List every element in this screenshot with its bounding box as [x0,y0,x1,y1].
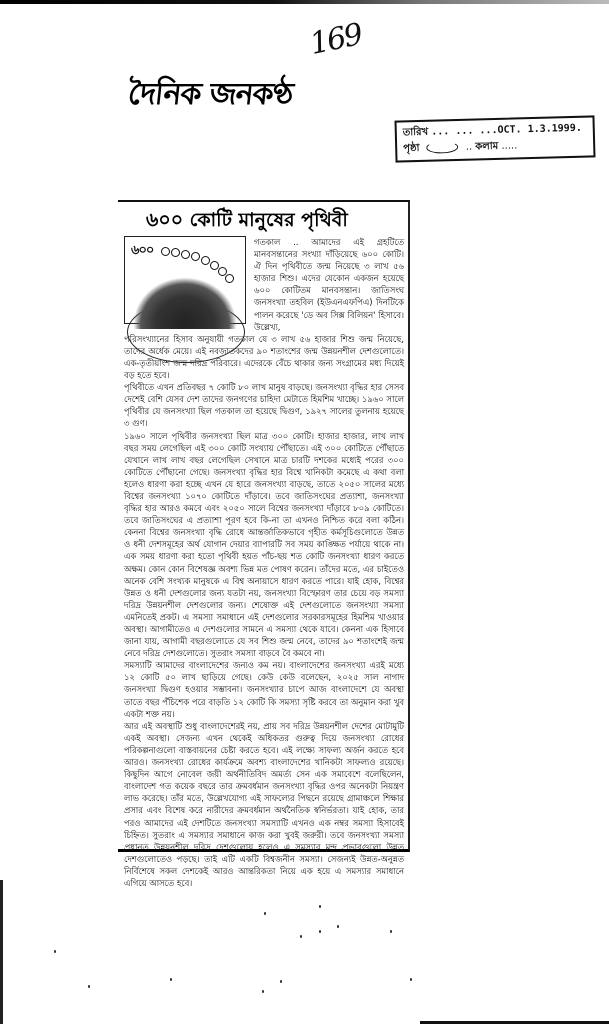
newspaper-masthead: দৈনিক জনকণ্ঠ [126,77,295,112]
article-paragraph: আর এই অবস্থাটি শুধু বাংলাদেশেরই নয়, প্রায় সব দরিদ্র উন্নয়নশীল দেশের মোটামুটি একই অবস্থা। সেজন্য এখন থেকেই অধিকতর গুরুত্ব দিয়ে জনসংখ্যা রোধের পরিকল্পনাগুলো বাস্তবায়নের চেষ্টা করতে হবে। এই লক্ষ্যে সাফল্য অর্জন করতে হবে আরও। জনসংখ্যা রোধের কার্যক্রমে অবশ্য বাংলাদেশের খানিকটা সাফল্যও রয়েছে। কিছুদিন আগে নোবেল জয়ী অর্থনীতিবিদ অমর্ত্য সেন এক সমাবেশে বলেছিলেন, বাংলাদেশ গত কয়েক বছরে তার ক্রমবর্ধমান জনসংখ্যা বৃদ্ধির ওপর অনেকটা নিয়ন্ত্রণ লাভ করেছে। তাঁর মতে, উল্লেখযোগ্য এই সাফল্যের পিছনে রয়েছে গ্রামাঞ্চলে শিক্ষার প্রসার এবং বিশেষ করে নারীদের ক্রমবর্ধমান অর্থনৈতিক স্বনির্ভরতা। যাই হোক, তার পরও আমাদের এই দেশটিতে জনসংখ্যা সমস্যাটি এখনও এক নম্বর সমস্যা হিসাবেই চিহ্নিত। সুতরাং এ সমস্যার সমাধানে কাজ করা খুবই জরুরী। তবে জনসংখ্যা সমস্যা প্রধানত উন্নয়নশীল দরিদ্র দেশগুলোয় হলেও এ সমস্যার মন্দ প্রভাবগুলো উন্নত দেশগুলোতেও পড়ছে। তাই এটি একটি বিশ্বজনীন সমস্যা। সেজন্যই উন্নত-অনুন্নত নির্বিশেষে সকল দেশকেই আরও আন্তরিকতা নিয়ে এক হয়ে এ সমস্যার সমাধানে এগিয়ে আসতে হবে। [124,720,404,888]
stamp-date-value: ... ... ...OCT. 1.3.1999. [431,122,582,138]
scan-speck [410,978,412,981]
illustration-label: ৬০০ [131,243,154,258]
scan-speck [170,978,172,981]
stamp-filler: .. [465,141,473,153]
bubble-icon [191,252,200,261]
bubble-icon [171,248,180,257]
scan-speck [337,925,339,928]
article-paragraph: সমস্যাটি আমাদের বাংলাদেশের জন্যও কম নয়। বাংলাদেশের জনসংখ্যা এরই মধ্যে ১২ কোটি ৫০ লাখ ছাড়িয়ে গেছে। কেউ কেউ বলেছেন, ২০২৫ সাল নাগাদ জনসংখ্যা দ্বিগুণ হওয়ার সম্ভাবনা। জনসংখ্যার চাপে আজ বাংলাদেশে যে অবস্থা তাতে বছর পঁচিশেক পরে বাড়তি ১২ কোটি কি সমস্যা সৃষ্টি করবে তা অনুমান করা খুব একটা শক্ত নয়। [124,660,404,719]
scan-speck [319,905,321,908]
article-body [124,333,404,889]
scan-speck [300,935,302,938]
article-intro: গতকাল .. আমাদের এই গ্রহটিতে মানবসন্তানের সংখ্যা দাঁড়িয়েছে ৬০০ কোটি। ঐ দিন পৃথিবীতে জন্ম নিয়েছে ৩ লাখ ৫৬ হাজার শিশু। এদের যেকোন একজন হয়েছে ৬০০ কোটিতম মানবসন্তান। জাতিসংঘ জনসংখ্যা তহবিল (ইউএনএফপিএ) দিনটিকে পালন করেছে 'ডে অব সিক্স বিলিয়ন' হিসাবে। উল্লেখ্য, [254,237,404,332]
stamp-date-label: তারিখ [402,126,429,139]
scan-speck [390,930,392,933]
scan-speck [264,912,266,915]
scan-speck [280,980,282,983]
handwritten-page-number: 169 [306,17,365,62]
scan-speck [88,985,90,988]
archive-stamp [394,115,595,162]
handwritten-page-mark-icon [426,141,458,154]
article-headline: ৬০০ কোটি মানুষের পৃথিবী [146,209,348,231]
stamp-page-row [403,137,587,158]
bubble-icon [225,274,234,283]
scan-speck [54,950,56,953]
article-paragraph: পরিসংখ্যানের হিসাব অনুযায়ী গতকাল যে ৩ লাখ ৫৬ হাজার শিশু জন্ম নিয়েছে, তাদের অর্ধেক মেয়ে। এই নবজাতকদের ৯০ শতাংশের জন্ম উন্নয়নশীল দেশগুলোতে। এক-তৃতীয়াংশ জন্ম দরিদ্র পরিবারে। এদেরকে বেঁচে থাকার জন্য সংগ্রামের মধ্য দিয়েই বড় হতে হবে। [124,333,404,381]
article-paragraph: ১৯৬০ সালে পৃথিবীর জনসংখ্যা ছিল মাত্র ৩০০ কোটি। হাজার হাজার, লাখ লাখ বছর সময় লেগেছিল এই ৩০০ কোটি সংখ্যায় পৌঁছাতে। এই ৩০০ কোটিতে পৌঁছাতে যেখানে লাখ লাখ বছর লেগেছিল সেখানে মাত্র চারটি দশকের মধ্যেই পরের ৩০০ কোটিতে পৌঁছানো গেছে। জনসংখ্যা বৃদ্ধির হার বিশ্বে খানিকটা কমেছে এ কথা বলা হলেও ধারণা করা হচ্ছে এখন যে হারে জনসংখ্যা বাড়ছে, তাতে ২০৫০ সালের মধ্যে বিশ্বের জনসংখ্যা ১০৭০ কোটিতে দাঁড়াবে। তবে জাতিসংঘের প্রত্যাশা, জনসংখ্যা বৃদ্ধির হার আরও কমবে এবং ২০৫০ সালে বিশ্বের জনসংখ্যা দাঁড়াবে ৮০৯ কোটিতে। তবে জাতিসংঘের এ প্রত্যাশা পূরণ হবে কি-না তা এখনও নিশ্চিত করে বলা কঠিন। কেননা বিশ্বের জনসংখ্যা বৃদ্ধি রোধে আন্তর্জাতিকভাবে গৃহীত কর্মসূচিগুলোতে উন্নত ও ধনী দেশসমূহের অর্থ যোগান দেয়ার ব্যাপারটি সব সময় কাঙ্ক্ষিত পর্যায়ে থাকে না। এক সময় ধারণা করা হতো পৃথিবী হয়ত পাঁচ-ছয় শত কোটি জনসংখ্যা ধারণ করতে অক্ষম। কোন কোন বিশেষজ্ঞ অবশ্য ভিন্ন মত পোষণ করেন। তাঁদের মতে, এর চাইতেও অনেক বেশি সংখ্যক মানুষকে এ বিশ্ব অনায়াসে ধারণ করতে পারে। যাই হোক, বিশ্বের উন্নত ও ধনী দেশগুলোর জন্য যতটা নয়, জনসংখ্যা বিস্ফোরণ তার চেয়ে বড় সমস্যা দরিদ্র উন্নয়নশীল দেশগুলোর জন্য। শেষোক্ত এই দেশগুলোতে জনসংখ্যা সমস্যা এমনিতেই প্রকট। এ সমস্যা সমাধানে এই দেশগুলোর সরকারসমূহের হিমশিম খাওয়ার অবস্থা। আগামীতেও এ দেশগুলোর সামনে এ সমস্যা থেকে যাবে। কেননা এক হিসাবে জানা যায়, আগামী বছরগুলোতে যে সব শিশু জন্ম নেবে, তাদের ৯০ শতাংশেই জন্ম নেবে দরিদ্র দেশগুলোতে। সুতরাং সমস্যা বাড়বে বৈ কমবে না। [124,430,404,659]
scan-left-edge [0,880,3,1024]
scan-speck [262,990,264,993]
article-clipping [118,200,410,888]
bubble-icon [161,247,170,256]
bubble-icon [181,250,190,259]
crowd-drawing-icon [133,277,237,329]
article-paragraph: পৃথিবীতে এখন প্রতিবছর ৭ কোটি ৮০ লাখ মানুষ বাড়ছে। জনসংখ্যা বৃদ্ধির হার সেসব দেশেই বেশি যেসব দেশ তাদের জনগণের চাহিদা মেটাতে হিমশিম খাচ্ছে। ১৯৬০ সালে পৃথিবীর যে জনসংখ্যা ছিল গতকাল তা হয়েছে দ্বিগুণ, ১৯২৭ সালের তুলনায় হয়েছে ৩ গুণ। [124,382,404,429]
article-illustration [124,236,246,324]
article-content [118,236,408,889]
stamp-page-label: পৃষ্ঠা [403,142,420,155]
stamp-column-value: ..... [501,140,518,152]
stamp-column-label: কলাম [475,140,499,153]
bubble-icon [201,256,210,265]
scan-speck [319,930,321,933]
scan-top-edge [0,0,609,4]
